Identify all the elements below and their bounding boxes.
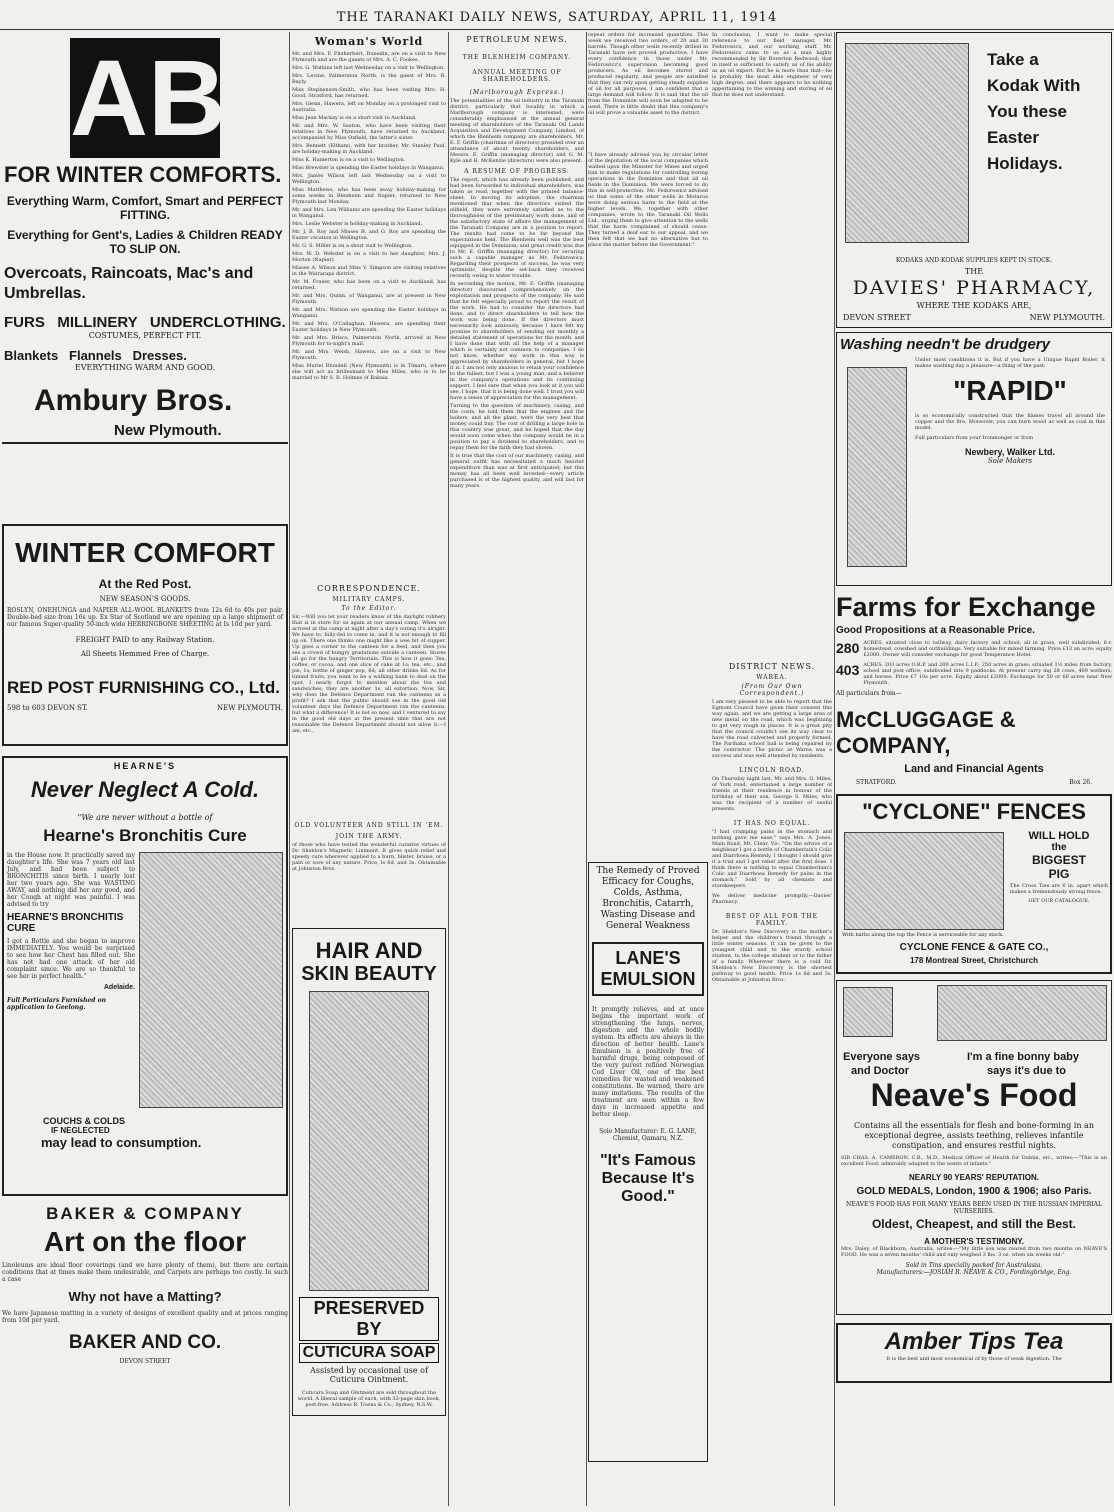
woman-illustration (309, 991, 429, 1291)
lanes-logo: LANE'S EMULSION (592, 942, 704, 996)
news-item: Mrs. Glenn, Hawera, left on Monday on a prolonged visit to Australia. (292, 101, 446, 113)
kodak-camera-illustration (845, 43, 969, 243)
news-item: Miss Matthews, who has been away holiday-making for some weeks in Blenheim and Napier, returned to New Plymouth last Monday. (292, 187, 446, 205)
womans-world-heading: Woman's World (314, 35, 424, 48)
hearnes-ad: HEARNE'S Never Neglect A Cold. "We are never without a bottle of Hearne's Bronchitis Cure in the House now. It practically saved my daughter's life. She was 7 years old last July, and had been subject to BRONCHITIS since birth. I nearly lost her two years ago. She was WASTING AWAY, and nothing did her any good, and her Cough at night was painful. I was advised to try HEARNE'S BRONCHITIS CURE I got a Bottle and she began to improve IMMEDIATELY. You would be surprised to see how her Chest has filled out. She has not had one attack of her old complaint since. We are so thankful to see her in perfect health." Adelaide. Full Particulars Furnished on application to Geelong. COUCHS & COLDS IF NEGLECTED may lead to consumption. (2, 756, 288, 1196)
news-item: Mr. and Mrs. Watson are spending the Easter holidays in Wanganui. (292, 307, 446, 319)
lanes-emulsion-ad: The Remedy of Proved Efficacy for Coughs, Colds, Asthma, Bronchitis, Catarrh, Wasting Disease and General Weakness LANE'S EMULSION It promptly relieves, and at once begins the important work of strengthening the lungs, nerves, digestion and the whole bodily system. Its effects are always in the direction of better health. Lane's Emulsion is a positively free of harmful drugs, being composed of the very purest refined Norwegian Cod Liver Oil, one of the best remedies for wasted and weakened constitutions. Be warned, there are many imitations. The results of the treatment are seen within a few days in increased appetite and better sleep. Sole Manufacturer: E. G. LANE, Chemist, Oamaru, N.Z. "It's Famous Because It's Good." (588, 862, 708, 1462)
baby-illustration (937, 985, 1107, 1041)
news-item: Mr. and Mrs. Welsh, Hawera, are on a visit to New Plymouth. (292, 349, 446, 361)
column-3: PETROLEUM NEWS. THE BLENHEIM COMPANY. ANNUAL MEETING OF SHAREHOLDERS. (Marlborough Express.) The potentialities of the oil industry in the Taranaki district, particularly that locality in which a Marlborough company is interested, were considerably emphasised at the annual general meeting of shareholders of the Taranaki Oil Lands Acquisition and Development Company, Limited, of which the Blenheim company are shareholders. Mr. E. F. Griffin (chairman of directors) presided over an attendance of about twenty shareholders, and Messrs. E. Griffin (managing director) and G. M. Kyle and H. McKenzie (directors) were also present. A RESUME OF PROGRESS. The report, which has already been published, and had been forwarded to individual shareholders, was taken as read, together with the printed balance-sheet. In moving its adoption, the chairman mentioned that when the directors visited the oilfield, they were extremely satisfied as to the thoroughness of the preliminary work done, and of the satisfactory state of affairs the management of the Taranaki Company are in a position to report. The results had come to be far beyond the expectations held. The Blenheim well was the best equipped in the Dominion, and great credit was due to Mr. E. Griffin (managing director) for securing such a capable manager as Mr. Fedorowicz. Regarding their prospects of success, he was very optimistic, despite the set-back they received recently owing to water trouble. In seconding the motion, Mr. E. Griffin (managing director) discoursed comprehensively on the exploitation and prospects of the company. He said that he felt especially proud to report the result of the work. He had to consider the directors had done, and to direct shareholders to tell how the work was being done. If the directors must necessarily look anxiously, because I have felt my promise to shareholders of sending out monthly a detailed statement of operations for the month, and I have done that with all the help of a manager which is certainly not common to companies. I do not know, whether my work in this way is appreciated by shareholders in general, but I hope it is. I am not only anxious to retain your confidence to the fullest, but I was a young man, and a believer in the company's operations and its continuing support. I feel sure that when you look at it you will see, I hope, that it is being done well. I trust you will have a sense of appreciation for the management. Turning to the question of machinery, casing, and the costs, he told them that the engines and the boilers, and all the plant, were the very best that money could buy. The cost of drilling a large hole in this country was great, and he hoped that the day would soon come when the company would be in a position to pay a dividend to shareholders, and to repay them for the faith they had shown. It is true that the cost of our machinery, casing, and general outfit has necessitated a much heavier expenditure than was at first anticipated; but this money has all been well invested—every article purchased is of the highest quality, and will last for many years. (450, 35, 584, 489)
column-5 (836, 32, 1112, 1506)
news-item: Miss Stephenson-Smith, who has been visiting Mrs. H. Good, Stratford, has returned. (292, 87, 446, 99)
news-item: Miss Muriel Blundell (New Plymouth) is in Timaru, where she will act as bridesmaid to Miss Miles, who is to be married to Mr S. R. Holmes of Rakaia. (292, 363, 446, 381)
news-item: Mrs. Bennett (Eltham), with her brother, Mr. Stanley Paul, are holiday-making in Auckland. (292, 143, 446, 155)
hearnes-brand: HEARNE'S (113, 761, 177, 771)
kodak-ad: Take a Kodak With You these Easter Holidays. KODAKS AND KODAK SUPPLIES KEPT IN STOCK. THE DAVIES' PHARMACY, WHERE THE KODAKS ARE, DEVON STREET NEW PLYMOUTH. (836, 32, 1112, 328)
news-item: Mr. J. B. Roy and Misses B. and G. Roy are spending the Easter vacation in Wellington. (292, 229, 446, 241)
column-1 (2, 32, 288, 1506)
news-item: Mrs. W. D. Webster is on a visit to her daughter, Mrs. J. Morton (Napier). (292, 251, 446, 263)
column-2: Woman's World Mr. and Mrs. F. Fitzherbert, Dunedin, are on a visit to New Plymouth and are the guests of Mrs. A. C. Fookes. Mrs. G. Watkins left last Wednesday on a visit to Wellington. Mrs. Levine, Palmerston North, is the guest of Mrs. R. Bayly. Miss Stephenson-Smith, who has been visiting Mrs. H. Good, Stratford, has returned. Mrs. Glenn, Hawera, left on Monday on a prolonged visit to Australia. Miss Jean Mackay is on a short visit to Auckland. Mr. and Mrs. W. Saxton, who have been visiting their relatives in New Plymouth, have returned to Auckland, accompanied by Miss Oxfield, the latter's sister. Mrs. Bennett (Eltham), with her brother, Mr. Stanley Paul, are holiday-making in Auckland. Miss K. Hamerton is on a visit to Wellington. Miss Brewster is spending the Easter holidays in Wanganui. Mrs. James Wilson left last Wednesday on a visit to Wellington. Miss Matthews, who has been away holiday-making for some weeks in Blenheim and Napier, returned to New Plymouth last Monday. Mr. and Mrs. Len Williams are spending the Easter holidays in Wanganui. Mrs. Leslie Webster is holiday-making in Auckland. Mr. J. B. Roy and Misses B. and G. Roy are spending the Easter vacation in Wellington. Mr. G. S. Miller is on a short visit to Wellington. Mrs. W. D. Webster is on a visit to her daughter, Mrs. J. Morton (Napier). Misses A. Wilson and Miss V. Simpson are visiting relatives in the Wairarapa district. Mr. M. Fraser, who has been on a visit to Auckland, has returned. Mr. and Mrs. Quinn, of Wanganui, are at present in New Plymouth. Mr. and Mrs. Watson are spending the Easter holidays in Wanganui. Mr. and Mrs. O'Callaghan, Hawera, are spending their Easter holidays in New Plymouth. Mr. and Mrs. Brisco, Palmerston North, arrived in New Plymouth for to-night's mail. Mr. and Mrs. Welsh, Hawera, are on a visit to New Plymouth. Miss Muriel Blundell (New Plymouth) is in Timaru, where she will act as bridesmaid to Miss Miles, who is to be married to Mr S. R. Holmes of Rakaia. CORRESPONDENCE. MILITARY CAMPS. To the Editor. Sir,—Will you let your readers know of the daylight robbery that is in store for us again at our annual camp. When we arrived at the camp at night after a day's outing it's alright. We have to, fully-fed to come in, and it is not enough to fill up on. There one thinks one might like a wee bit of supper. Up goes a corner to the canteen for a feed, and then you see a crowd of hungry gradations outside a canteen. Stores all go for the hungry Territorials. This is how it goes: Tea, coffee, or cocoa, and one slice of cake at 1s; tea, etc., and pie, 1s; bottle of ginger pop, 6d; all other drinks 6d. As for tinned fruits, you want to be a walking bank to deal on the spot. I nearly forgot to mention about the tea and sandwiches; they are another 1s, all extortion. Now, Sir, why does the Defence Department run the canteens as a profit? I ask that the public should see in the good old volunteer days the Defence Department ran the canteens, but what a difference! It is not so now, and I ventured to say in the good old days at the present time that are not reasonable the Defence Department should not allow it.—I am, etc., OLD VOLUNTEER AND STILL IN 'EM. JOIN THE ARMY. of those who have tested the wonderful curative virtues of Dr. Sheldon's Magnetic Liniment. It gives quick relief and speedy cure wherever applied to a burn, blister, bruise, or a pain or sore of any nature. Price, Is 6d, and 3s. Obtainable at Johnston Bros. HAIR AND SKIN BEAUTY PRESERVED BY CUTICURA SOAP Assisted by occasional use of Cuticura Ointment. Cuticura Soap and Ointment are sold throughout the world. A liberal sample of each, with 32-page skin book, post-free. Address R. Towns & Co., Sydney, N.S.W. (292, 32, 446, 1506)
news-item: Mrs. Leslie Webster is holiday-making in Auckland. (292, 221, 423, 227)
amber-tips-tea-ad: Amber Tips Tea It is the best and most economical of by those of weak digestion. The (836, 1323, 1112, 1383)
ambury-name: Ambury Bros. (34, 384, 233, 417)
news-item: Mr. and Mrs. Quinn, of Wanganui, are at present in New Plymouth. (292, 293, 446, 305)
news-item: Mr. M. Fraser, who has been on a visit to Auckland, has returned. (292, 279, 446, 291)
ab-logo: AB (70, 37, 226, 158)
neaves-food-ad: Everyone says and Doctor I'm a fine bonny baby says it's due to Neave's Food Contains all the essentials for flesh and bone-forming in an exceptional degree, assists teething, relieves infantile constipation, and ensures restful nights. SIR CHAS. A. CAMERON, C.B., M.D., Medical Officer of Health for Dublin, etc., writes:—"This is an excellent Food, admirably adapted to the wants of infants." NEARLY 90 YEARS' REPUTATION. GOLD MEDALS, London, 1900 & 1906; also Paris. NEAVE'S FOOD HAS FOR MANY YEARS BEEN USED IN THE RUSSIAN IMPERIAL NURSERIES. Oldest, Cheapest, and still the Best. A MOTHER'S TESTIMONY. Mrs. Daley, of Blackburn, Australia, writes:—"My little son was reared from two months on NEAVE'S FOOD. He was a seven months' child and only weighed 3 lbs. 3 oz. when six weeks old." Sold in Tins specially packed for Australasia. Manufacturers:—JOSIAH R. NEAVE & CO., Fordingbridge, Eng. (836, 980, 1112, 1315)
news-item: Miss K. Hamerton is on a visit to Wellington. (292, 157, 406, 163)
column-rule (448, 32, 449, 1506)
ambury-headline: FOR WINTER COMFORTS. (4, 162, 282, 187)
cyclone-fences-ad: "CYCLONE" FENCES WILL HOLD the BIGGEST PIG The Cross Ties are 6 in. apart which makes a tremendously strong fence. GET OUR CATALOGUE. With barbs along the top the Fence is serviceable for any stock. CYCLONE FENCE & GATE CO., 178 Montreal Street, Christchurch (836, 794, 1112, 974)
news-item: Mrs. Levine, Palmerston North, is the guest of Mrs. R. Bayly. (292, 73, 446, 85)
davies-pharmacy: DAVIES' PHARMACY, (852, 277, 1096, 299)
red-post-name: RED POST FURNISHING CO., Ltd. (7, 678, 280, 697)
news-item: Mrs. James Wilson left last Wednesday on a visit to Wellington. (292, 173, 446, 185)
column-rule (586, 32, 587, 1506)
news-item: Mr. and Mrs. Len Williams are spending the Easter holidays in Wanganui. (292, 207, 446, 219)
womans-world-list (292, 51, 446, 581)
column-rule (289, 32, 290, 1506)
farms-ad: Farms for Exchange Good Propositions at a Reasonable Price. 280 ACRES, situated close to railway, dairy factory and school; all in grass, well subdivided; 6-r. homestead, cowshed and outbuildings. Very suitable for mixed farming. Price £13 an acre; equity £2000. Owner will consider exchange for good Temperance Hotel. 403 ACRES, 203 acres O.R.P. and 200 acres L.I.P.; 250 acres in grass; situated 1½ miles from factory, school and post office; subdivided into 9 paddocks. At present carry ing 28 cows, 400 wethers, and horses. Price £7 10s per acre. Equity about £2000. Exchange for 50 or 60 acres near New Plymouth. All particulars from— McCLUGGAGE & COMPANY, Land and Financial Agents STRATFORD. Box 26. (836, 592, 1112, 786)
baker-ad: BAKER & COMPANY Art on the floor Linoleums are ideal floor coverings (and we have plenty of them), but there are certain conditions that at times make them undesirable, and Carpets are perhaps too costly. In such a case Why not have a Matting? We have Japanese matting in a variety of designs of excellent quality and at prices ranging from 10d per yard. BAKER AND CO. DEVON STREET (2, 1204, 288, 1365)
ambury-ad: AB FOR WINTER COMFORTS. Everything Warm, Comfort, Smart and PERFECT FITTING. Everything for Gent's, Ladies & Children READY TO SLIP ON. Overcoats, Raincoats, Mac's and Umbrellas. FURS MILLINERY UNDERCLOTHING. COSTUMES, PERFECT FIT. Blankets Flannels Dresses. EVERYTHING WARM AND GOOD. Ambury Bros. New Plymouth. (2, 32, 288, 444)
news-item: Mr. and Mrs. Brisco, Palmerston North, arrived in New Plymouth for to-night's mail. (292, 335, 446, 347)
boiler-illustration (847, 367, 907, 567)
column-rule (834, 32, 835, 1506)
knight-illustration (139, 852, 283, 1108)
news-item: Mr. and Mrs. O'Callaghan, Hawera, are spending their Easter holidays in New Plymouth. (292, 321, 446, 333)
news-item: Misses A. Wilson and Miss V. Simpson are visiting relatives in the Wairarapa district. (292, 265, 446, 277)
royal-crest (843, 987, 893, 1037)
rapid-boiler-ad: Washing needn't be drudgery Under most conditions it is. But if you have a Unique Rapid Boiler, it makes washing day a pleasure—a thing of the past. "RAPID" is so economically constructed that the flames travel all around the copper and the fire, Moreover, you can burn wood as well as coal in this model. Full particulars from your Ironmonger or from Newbery, Walker Ltd. Sole Makers (836, 332, 1112, 586)
news-item: Mr. and Mrs. W. Saxton, who have been visiting their relatives in New Plymouth, have returned to Auckland, accompanied by Miss Oxfield, the latter's sister. (292, 123, 446, 141)
news-item: Miss Jean Mackay is on a short visit to Auckland. (292, 115, 417, 121)
red-post-ad: WINTER COMFORT At the Red Post. NEW SEASON'S GOODS. ROSLYN, ONEHUNGA and NAPIER ALL-WOOL BLANKETS from 12s 6d to 40s per pair. Double-bed size from 16s up. Ex Star of Scotland we are opening up a large shipment of our famous Super-quality 50-inch wide HERRINGBONE SHEETING at Is 10d per yard. FREIGHT PAID to any Railway Station. All Sheets Hemmed Free of Charge. RED POST FURNISHING CO., Ltd. 598 to 603 DEVON ST. NEW PLYMOUTH. (2, 524, 288, 746)
news-item: Mr. G. S. Miller is on a short visit to Wellington. (292, 243, 413, 249)
cuticura-ad: HAIR AND SKIN BEAUTY PRESERVED BY CUTICURA SOAP Assisted by occasional use of Cuticura Ointment. Cuticura Soap and Ointment are sold throughout the world. A liberal sample of each, with 32-page skin book, post-free. Address R. Towns & Co., Sydney, N.S.W. (292, 928, 446, 1416)
column-4: repeat orders for increased quantities. This week we received two orders, of 20 and 30 barrels. Though other wells recently drilled in Taranaki have not proved productive, I have every confidence in those under Mr. Fedorowicz's supervision becoming good producers. As oil becomes stored and produced regularly, and people are satisfied that they can rely upon getting steady supplies of oil for all purposes, I am confident that a large demand will follow. It is said that the oil from the Dominion will soon be adapted to be used. There is little doubt that this company's oil will prove a valuable asset to the district. In conclusion, I want to make special reference to our field manager, Mr. Fedorowicz, and our working staff. Mr. Fedorowicz came to us as a man highly recommended by Sir Boverton Redwood; that in itself is sufficient to satisfy us of his ability as an oil expert. But he is more than that—he is probably the most able engineer of very high degree, and there appears to be nothing appertaining to the winning and storing of oil that he does not understand. "I have already advised you by circular letter of the deputation of the local companies which waited upon the Minister for Mines and urged him to make regulations for controlling boring operations in the Dominion and that all oil fields in the Dominion. We were forced to do this in self-protection. Mr. Fedorowicz advised us that some of the other wells in Moturoa were doing serious harm to the field at the higher levels. We, together with other companies, wrote to the Taranaki Oil Wells Ltd., urging them to give attention to the wells that the harm complained of should cease. They turned a deaf ear to our appeal, and we then felt that we had no alternative but to place the matter before the Government." The Remedy of Proved Efficacy for Coughs, Colds, Asthma, Bronchitis, Catarrh, Wasting Disease and General Weakness LANE'S EMULSION It promptly relieves, and at once begins the important work of strengthening the lungs, nerves, digestion and the whole bodily system. Its effects are always in the direction of better health. Lane's Emulsion is a positively free of harmful drugs, being composed of the very purest refined Norwegian Cod Liver Oil, one of the best remedies for wasted and weakened constitutions. Be warned, there are many imitations. The results of the treatment are seen within a few days in increased appetite and better sleep. Sole Manufacturer: E. G. LANE, Chemist, Oamaru, N.Z. "It's Famous Because It's Good." DISTRICT NEWS. WAREA. (From Our Own Correspondent.) I am very pleased to be able to report that the Egmont Council have given their consent this way again, and we are getting a large area of new metal on the road, which was beginning to get very rough in places. It is a great pity that the council couldn't see its way clear to have the road culverted and properly formed. The Parihaka school hall is being repaired by the contractor. The picnic at Warea was a success and was well attended by residents. LINCOLN ROAD. On Thursday night last, Mr. and Mrs. G. Miles, of York road, entertained a large number of friends at their residence in honour of the birthday of their son, George S. Miles, who was the recipient of a number of useful presents. IT HAS NO EQUAL. "I had cramping pains in the stomach and nothing gave me ease," says Mrs. A. Jones, Main Road, Mt. Clear, Vic. "On the advice of a neighbour I got a bottle of Chamberlain's Colic and Diarrhoea Remedy. I thought I should give it a trial and I got relief after the first dose. I think there is nothing to equal Chamberlain's Colic and Diarrhoea Remedy for pains in the stomach." Sold by all chemists and storekeepers. We deliver medicine promptly.—Davies' Pharmacy. BEST OF ALL FOR THE FAMILY. Dr. Sheldon's New Discovery is the mother's helper and the children's friend through a little winter seasons. It can be given to the youngest child and to the sturdy school student, to the college student or to the father of a family. Wherever there is a cold Dr. Sheldon's New Discovery is the shortest pathway to good health. Price 1s 6d and 3s. Obtainable at Johnston Bros. (588, 32, 832, 1506)
news-item: Mr. and Mrs. F. Fitzherbert, Dunedin, are on a visit to New Plymouth and are the guests of Mrs. A. C. Fookes. (292, 51, 446, 63)
news-item: Mrs. G. Watkins left last Wednesday on a visit to Wellington. (292, 65, 445, 71)
masthead: THE TARANAKI DAILY NEWS, SATURDAY, APRIL 11, 1914 (0, 0, 1114, 30)
fence-illustration (844, 832, 1004, 930)
news-item: Miss Brewster is spending the Easter holidays in Wanganui. (292, 165, 445, 171)
